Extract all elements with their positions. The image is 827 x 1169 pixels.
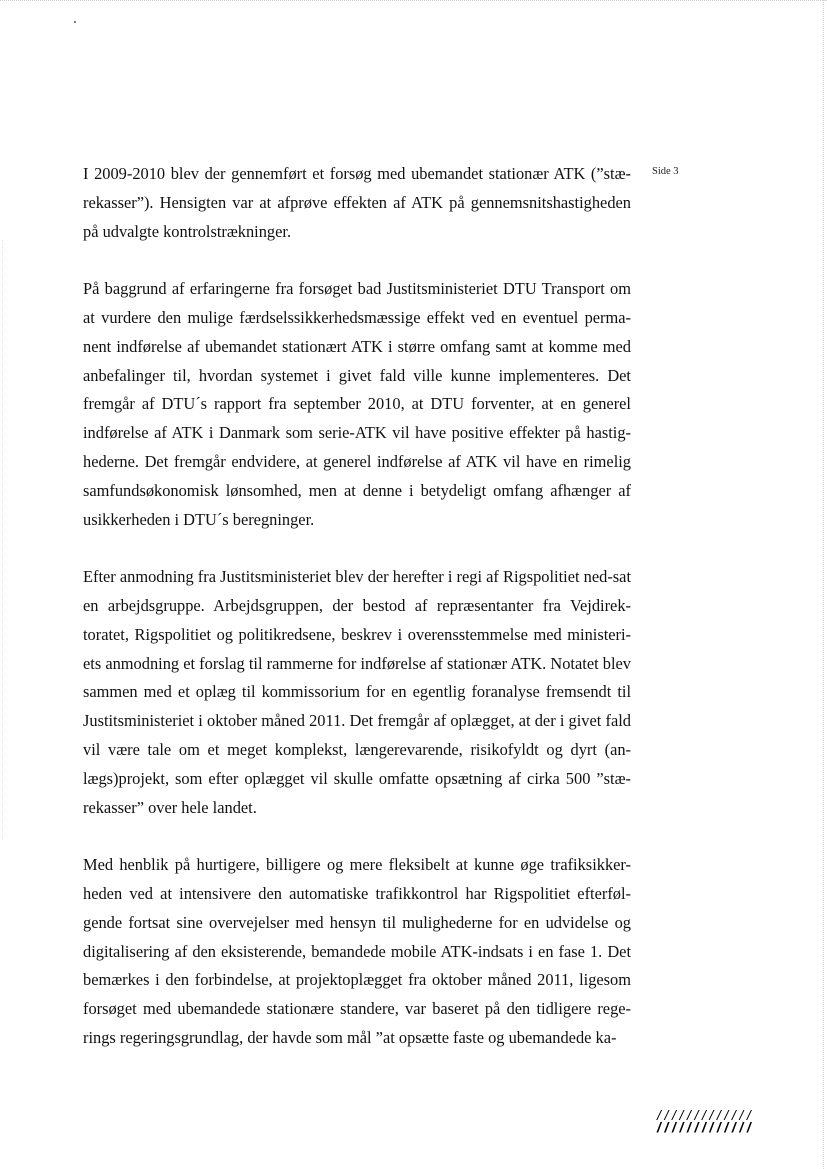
paragraph-2: På baggrund af erfaringerne fra forsøget bad Justitsministeriet DTU Transport om at vurdere den mulige færdselssikkerhedsmæssige effekt ved en eventuel perma-nent indførelse af ubemandet stationært ATK i større omfang samt at komme med anbefalinger til, hvordan systemet i givet fald ville kunne implementeres. Det fremgår af DTU´s rapport fra september 2010, at DTU forventer, at en generel indførelse af ATK i Danmark som serie-ATK vil have positive effekter på hastig-hederne. Det fremgår endvidere, at generel indførelse af ATK vil have en rimelig samfundsøkonomisk lønsomhed, men at denne i betydeligt omfang afhænger af usikkerheden i DTU´s beregninger. [83,279,631,529]
paragraph-1: I 2009-2010 blev der gennemført et forsøg med ubemandet stationær ATK (”stæ-rekasser”). Hensigten var at afprøve effekten af ATK på gennemsnitshastigheden på udvalgte kontrolstrækninger. [83,164,631,241]
scan-right-edge [822,0,824,1169]
paragraph-4: Med henblik på hurtigere, billigere og mere fleksibelt at kunne øge trafiksikker-heden ved at intensivere den automatiske trafikkontrol har Rigspolitiet efterføl-gende fortsat sine overvejelser med hensyn til mulighederne for en udvidelse og digitalisering af den eksisterende, bemandede mobile ATK-indsats i en fase 1. Det bemærkes i den forbindelse, at projektoplægget fra oktober måned 2011, ligesom forsøget med ubemandede stationære standere, var baseret på den tidligere rege-rings regeringsgrundlag, der havde som mål ”at opsætte faste og ubemandede ka- [83,855,631,1047]
page-number-label: Side 3 [652,166,679,177]
barcode-row-top: ///////////// [657,1107,755,1123]
barcode-row-bottom: ///////////// [657,1119,755,1135]
scan-top-edge [0,0,827,3]
scan-speck [74,21,76,23]
paragraph-3: Efter anmodning fra Justitsministeriet blev der herefter i regi af Rigspolitiet ned-sat en arbejdsgruppe. Arbejdsgruppen, der bestod af repræsentanter fra Vejdirek-toratet, Rigspolitiet og politikredsene, beskrev i overensstemmelse med ministeri-ets anmodning et forslag til rammerne for indførelse af stationær ATK. Notatet blev sammen med et oplæg til kommissorium for en egentlig foranalyse fremsendt til Justitsministeriet i oktober måned 2011. Det fremgår af oplægget, at der i givet fald vil være tale om et meget komplekst, længerevarende, risikofyldt og dyrt (an-lægs)projekt, som efter oplægget vil skulle omfatte opsætning af cirka 500 ”stæ-rekasser” over hele landet. [83,567,631,817]
barcode [657,1109,791,1133]
scan-left-edge [2,240,4,840]
body-text [83,160,631,1053]
